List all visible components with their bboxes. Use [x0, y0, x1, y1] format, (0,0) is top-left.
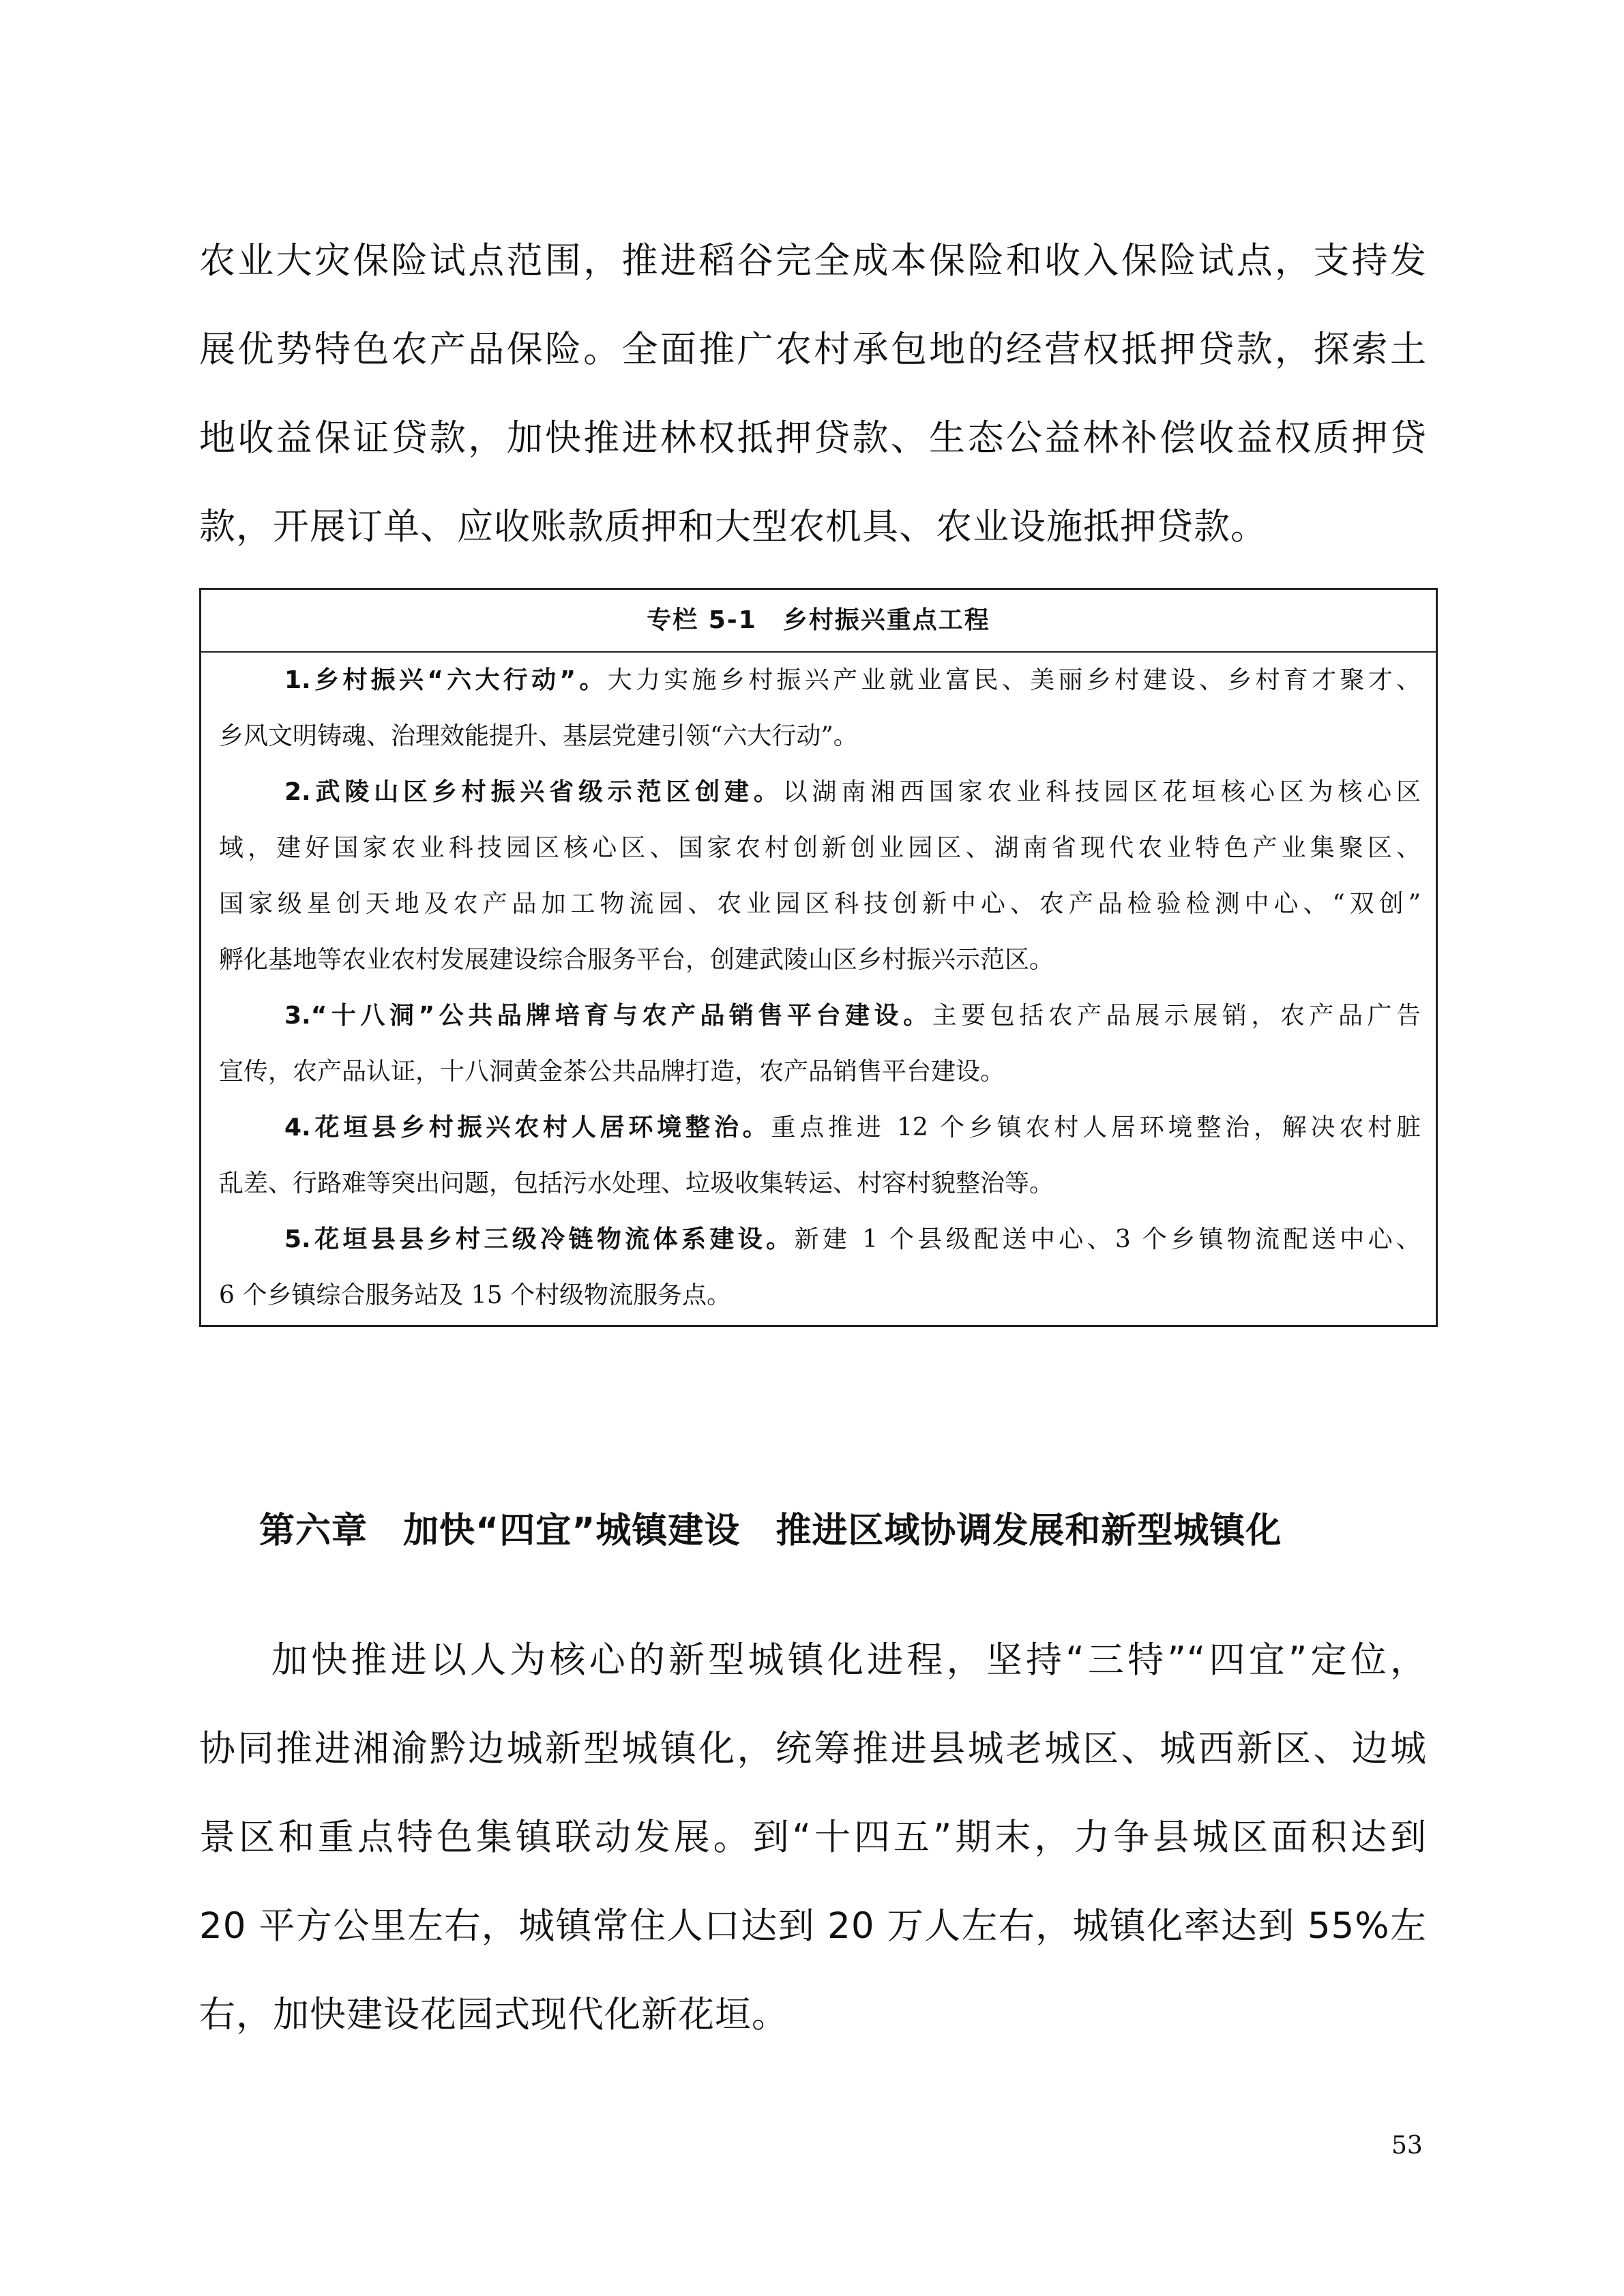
intro-line: 款，开展订单、应收账款质押和大型农机具、农业设施抵押贷款。 [199, 506, 1267, 548]
intro-line: 地收益保证贷款，加快推进林权抵押贷款、生态公益林补偿收益权质押贷 [199, 417, 1427, 459]
body-paragraph [199, 1616, 1427, 2059]
intro-line: 展优势特色农产品保险。全面推广农村承包地的经营权抵押贷款，探索土 [199, 329, 1427, 370]
feature-item-text: 重点推进 12 个乡镇农村人居环境整治，解决农村脏 [771, 1114, 1421, 1142]
feature-item-line: 孵化基地等农业农村发展建设综合服务平台，创建武陵山区乡村振兴示范区。 [219, 946, 1054, 974]
feature-item-text: 新建 1 个县级配送中心、3 个乡镇物流配送中心、 [794, 1225, 1421, 1253]
feature-item-first-line [219, 1212, 1421, 1268]
body-line: 20 平方公里左右，城镇常住人口达到 20 万人左右，城镇化率达到 55%左 [199, 1905, 1427, 1947]
feature-item-heading: 2.武陵山区乡村振兴省级示范区创建。 [284, 778, 783, 806]
feature-item-heading: 5.花垣县县乡村三级冷链物流体系建设。 [284, 1225, 795, 1253]
feature-item-heading: 1.乡村振兴“六大行动”。 [284, 666, 608, 694]
feature-item-text: 主要包括农产品展示展销，农产品广告 [932, 1002, 1421, 1030]
feature-item-heading: 4.花垣县乡村振兴农村人居环境整治。 [284, 1114, 771, 1142]
page-number: 53 [1391, 2132, 1423, 2160]
feature-item-line: 6 个乡镇综合服务站及 15 个村级物流服务点。 [219, 1281, 732, 1309]
feature-item-line: 乡风文明铸魂、治理效能提升、基层党建引领“六大行动”。 [219, 722, 858, 750]
feature-item-first-line [219, 653, 1421, 709]
feature-item [219, 1212, 1421, 1324]
feature-item [219, 764, 1421, 988]
intro-line: 农业大灾保险试点范围，推进稻谷完全成本保险和收入保险试点，支持发 [199, 240, 1427, 282]
feature-item-text: 大力实施乡村振兴产业就业富民、美丽乡村建设、乡村育才聚才、 [607, 666, 1421, 694]
feature-item-line: 宣传，农产品认证，十八洞黄金茶公共品牌打造，农产品销售平台建设。 [219, 1058, 1005, 1086]
feature-box-title: 专栏 5-1 乡村振兴重点工程 [201, 590, 1436, 653]
body-line: 景区和重点特色集镇联动发展。到“十四五”期末，力争县城区面积达到 [199, 1817, 1427, 1858]
chapter-title-part-1: 加快“四宜”城镇建设 [403, 1510, 741, 1551]
feature-item [219, 653, 1421, 764]
feature-box-body [201, 653, 1436, 1324]
chapter-title-part-2: 推进区域协调发展和新型城镇化 [776, 1510, 1282, 1551]
chapter-number: 第六章 [259, 1510, 368, 1551]
intro-paragraph [199, 217, 1427, 571]
body-line: 右，加快建设花园式现代化新花垣。 [199, 1994, 788, 2036]
feature-box [199, 588, 1438, 1327]
body-line: 协同推进湘渝黔边城新型城镇化，统筹推进县城老城区、城西新区、边城 [199, 1728, 1427, 1770]
feature-item-first-line [219, 988, 1421, 1044]
feature-item [219, 988, 1421, 1100]
body-line: 加快推进以人为核心的新型城镇化进程，坚持“三特”“四宜”定位， [271, 1639, 1427, 1681]
feature-item-text: 以湖南湘西国家农业科技园区花垣核心区为核心区 [782, 778, 1421, 806]
feature-item-first-line [219, 764, 1421, 820]
feature-item-line: 域，建好国家农业科技园区核心区、国家农村创新创业园区、湖南省现代农业特色产业集聚区、 [219, 834, 1421, 862]
feature-item-line: 乱差、行路难等突出问题，包括污水处理、垃圾收集转运、村容村貌整治等。 [219, 1169, 1054, 1197]
feature-item [219, 1100, 1421, 1212]
feature-item-first-line [219, 1100, 1421, 1156]
chapter-heading [259, 1504, 1419, 1558]
feature-item-heading: 3.“十八洞”公共品牌培育与农产品销售平台建设。 [284, 1002, 932, 1030]
feature-item-line: 国家级星创天地及农产品加工物流园、农业园区科技创新中心、农产品检验检测中心、“双创” [219, 890, 1421, 918]
